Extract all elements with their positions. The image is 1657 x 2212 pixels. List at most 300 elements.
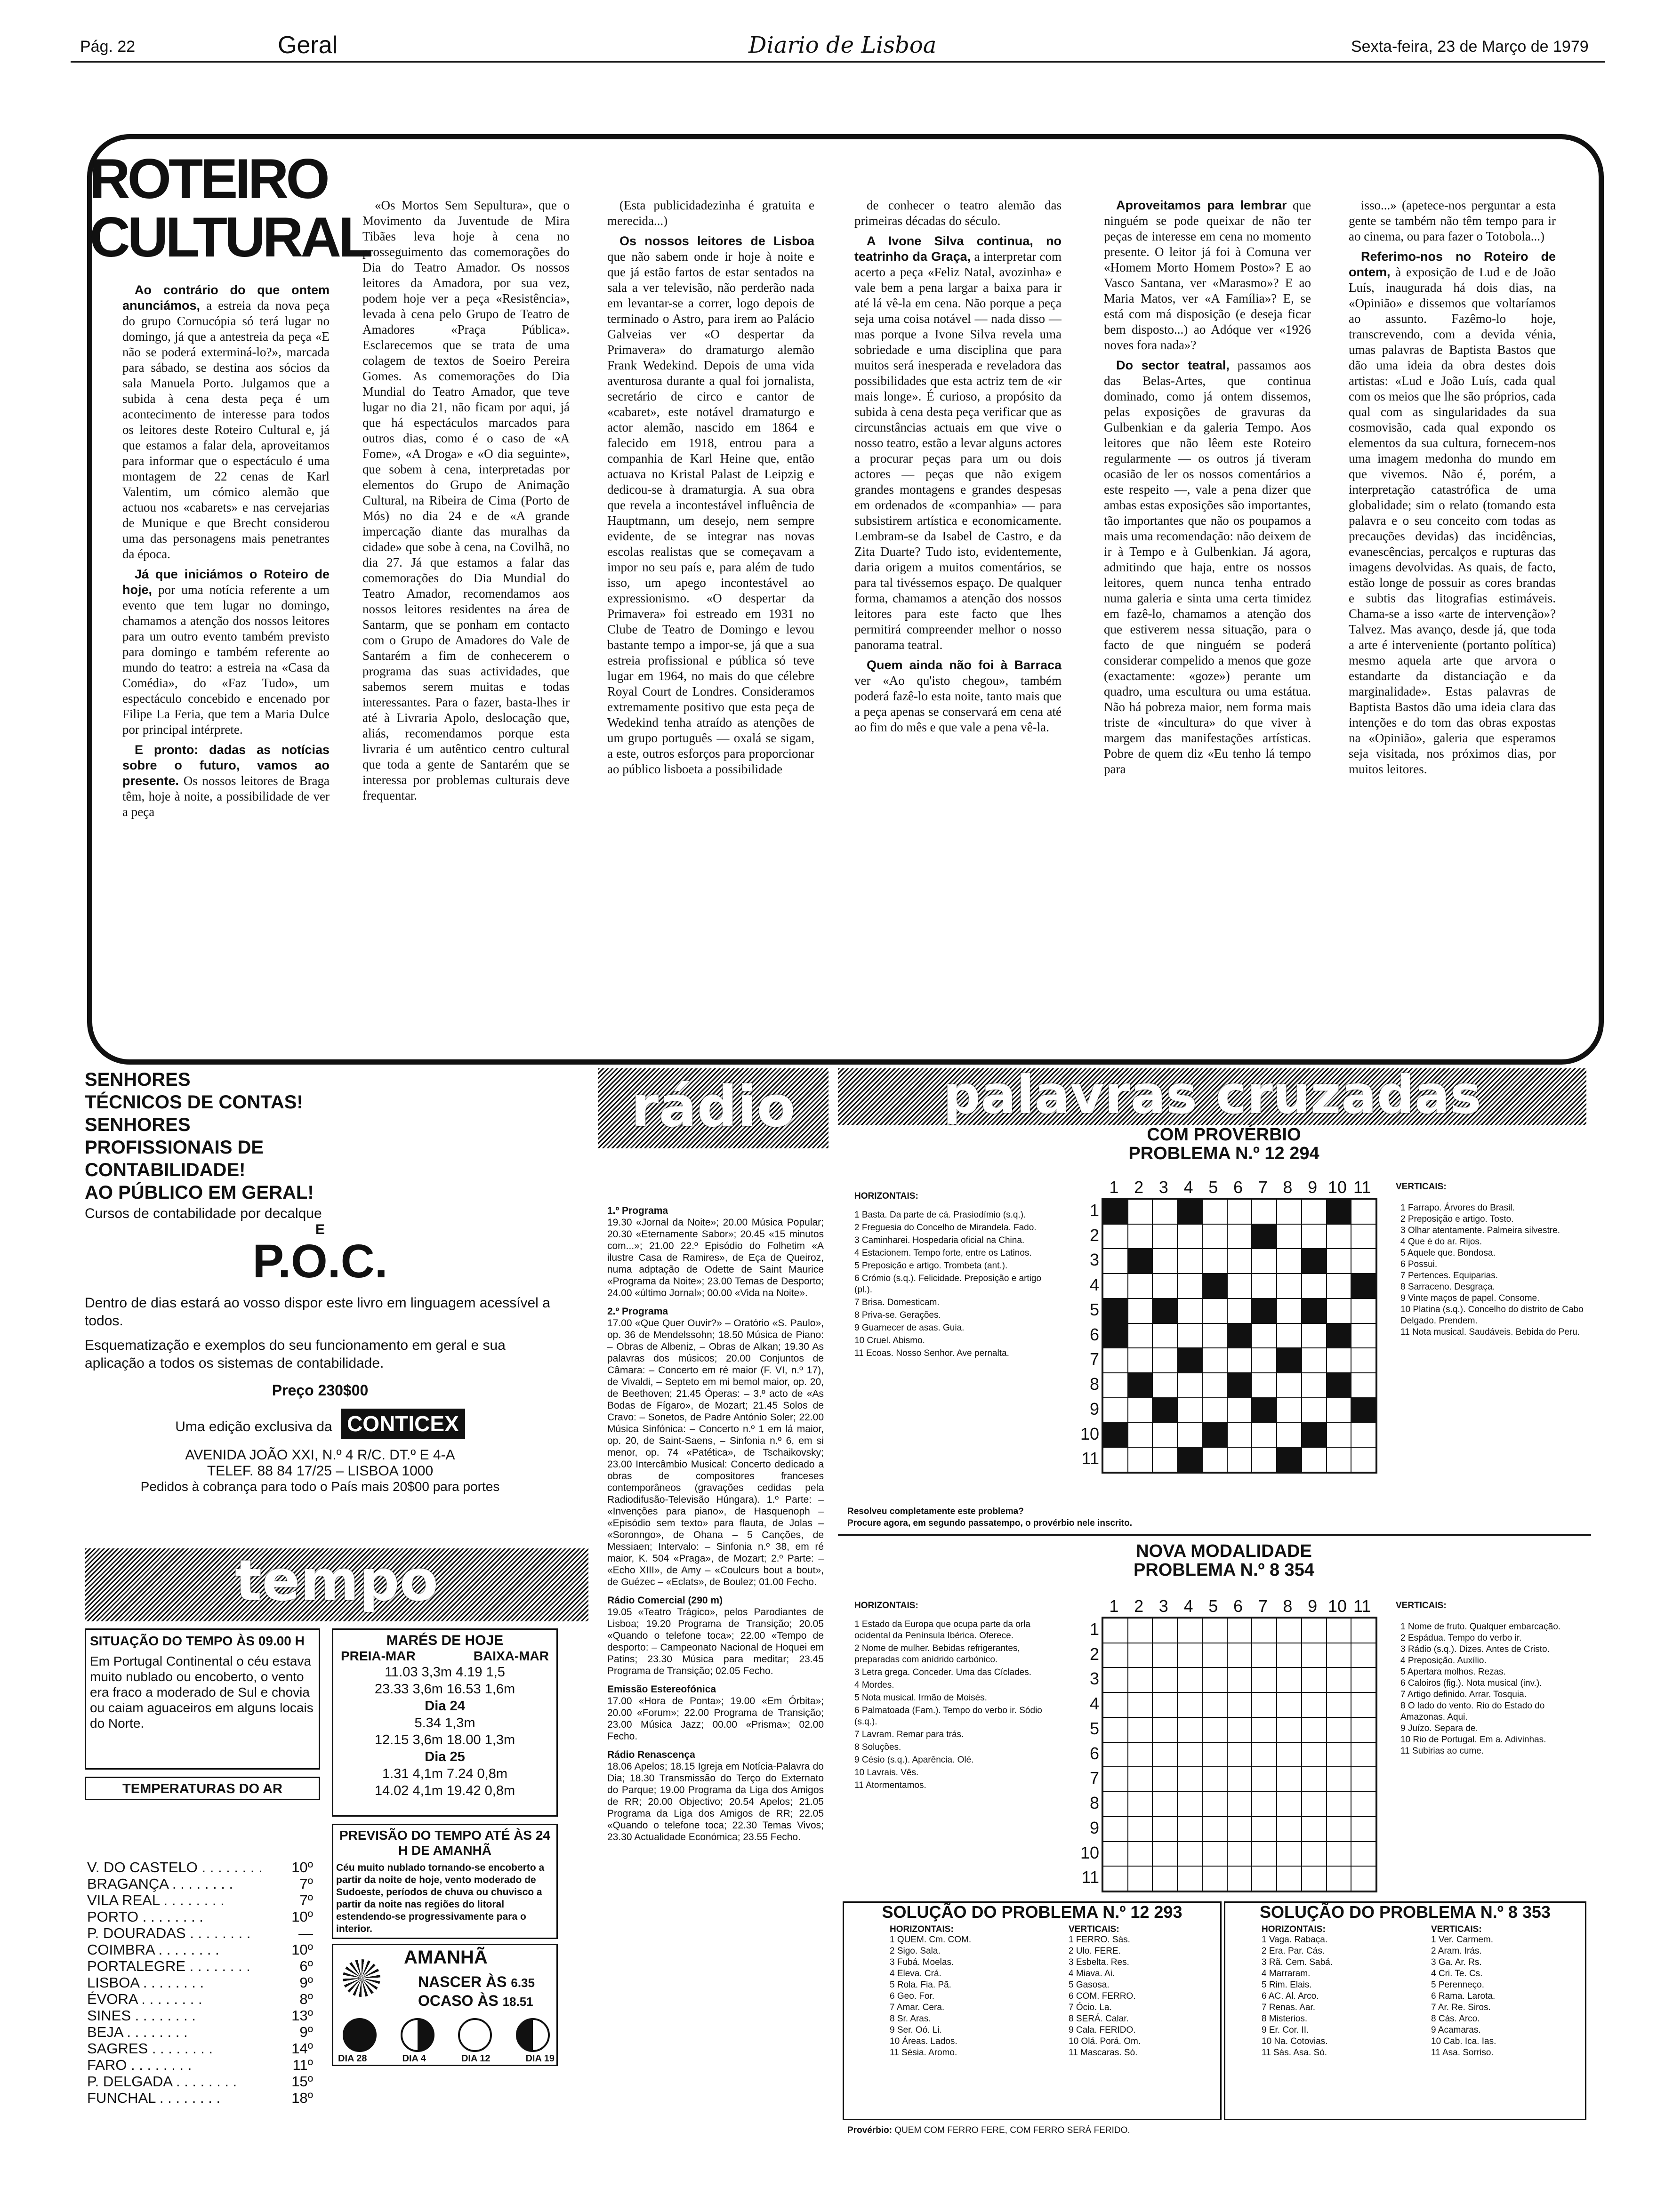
grid-cell[interactable] — [1351, 1298, 1376, 1323]
grid-cell[interactable] — [1202, 1373, 1227, 1398]
situacao-box — [85, 1628, 320, 1770]
grid-cell[interactable] — [1277, 1249, 1302, 1274]
p1-h-list — [854, 1210, 1047, 1361]
grid-cell[interactable] — [1128, 1717, 1153, 1742]
grid-cell[interactable] — [1351, 1792, 1376, 1817]
moon-full-icon — [458, 2018, 492, 2052]
grid-cell[interactable] — [1252, 1398, 1277, 1423]
grid-cell[interactable] — [1177, 1298, 1202, 1323]
grid-cell[interactable] — [1252, 1692, 1277, 1717]
grid-cell[interactable] — [1302, 1323, 1327, 1348]
grid-cell[interactable] — [1351, 1667, 1376, 1692]
grid-cell[interactable] — [1327, 1447, 1351, 1472]
grid-cell[interactable] — [1103, 1224, 1128, 1249]
grid-cell[interactable] — [1152, 1274, 1177, 1298]
grid-cell[interactable] — [1202, 1817, 1227, 1842]
grid-cell[interactable] — [1327, 1618, 1351, 1643]
grid-cell[interactable] — [1302, 1866, 1327, 1891]
grid-row-number: 5 — [1089, 1299, 1099, 1319]
grid-cell[interactable] — [1103, 1842, 1128, 1867]
clue: 1 FERRO. Sás. — [1069, 1935, 1130, 1945]
grid-cell[interactable] — [1128, 1398, 1153, 1423]
grid-cell[interactable] — [1277, 1792, 1302, 1817]
grid-cell[interactable] — [1152, 1398, 1177, 1423]
grid-cell[interactable] — [1128, 1274, 1153, 1298]
grid-cell[interactable] — [1202, 1717, 1227, 1742]
grid-cell[interactable] — [1202, 1692, 1227, 1717]
grid-cell[interactable] — [1351, 1398, 1376, 1423]
grid-cell[interactable] — [1177, 1323, 1202, 1348]
grid-cell[interactable] — [1152, 1842, 1177, 1867]
temperature-place: SAGRES . . . . . . . . — [87, 2040, 213, 2057]
grid-cell[interactable] — [1227, 1224, 1252, 1249]
grid-cell[interactable] — [1277, 1447, 1302, 1472]
grid-cell[interactable] — [1152, 1348, 1177, 1373]
grid-cell[interactable] — [1252, 1447, 1277, 1472]
grid-cell[interactable] — [1302, 1692, 1327, 1717]
grid-cell[interactable] — [1302, 1842, 1327, 1867]
grid-cell[interactable] — [1177, 1373, 1202, 1398]
grid-cell[interactable] — [1103, 1792, 1128, 1817]
grid-cell[interactable] — [1351, 1643, 1376, 1668]
grid-cell[interactable] — [1277, 1373, 1302, 1398]
section-name: Geral — [278, 32, 338, 59]
grid-cell[interactable] — [1103, 1866, 1128, 1891]
grid-cell[interactable] — [1128, 1348, 1153, 1373]
grid-cell[interactable] — [1351, 1866, 1376, 1891]
grid-cell[interactable] — [1152, 1447, 1177, 1472]
moon-day-1: DIA 28 — [338, 2053, 367, 2064]
paragraph-text: isso...» (apetece-nos perguntar a esta gente se também não têm tempo para ir ao cinema, ou para fazer o Totobola...) — [1349, 198, 1556, 243]
grid-cell[interactable] — [1252, 1199, 1277, 1224]
grid-cell[interactable] — [1252, 1373, 1277, 1398]
grid-cell[interactable] — [1152, 1373, 1177, 1398]
grid-cell[interactable] — [1152, 1792, 1177, 1817]
grid-cell[interactable] — [1351, 1323, 1376, 1348]
grid-cell[interactable] — [1103, 1323, 1128, 1348]
grid-cell[interactable] — [1277, 1842, 1302, 1867]
grid-cell[interactable] — [1327, 1792, 1351, 1817]
grid-cell[interactable] — [1128, 1618, 1153, 1643]
grid-cell[interactable] — [1252, 1423, 1277, 1448]
grid-cell[interactable] — [1152, 1742, 1177, 1767]
ad-edition-row — [85, 1409, 555, 1439]
grid-cell[interactable] — [1302, 1274, 1327, 1298]
grid-cell[interactable] — [1227, 1792, 1252, 1817]
grid-column-number: 6 — [1233, 1178, 1243, 1197]
grid-cell[interactable] — [1351, 1842, 1376, 1867]
grid-cell[interactable] — [1103, 1618, 1128, 1643]
grid-cell[interactable] — [1227, 1618, 1252, 1643]
grid-cell[interactable] — [1327, 1817, 1351, 1842]
grid-cell[interactable] — [1177, 1199, 1202, 1224]
grid-cell[interactable] — [1152, 1323, 1177, 1348]
temperature-value: 10º — [291, 1859, 313, 1875]
grid-cell[interactable] — [1302, 1667, 1327, 1692]
grid-cell[interactable] — [1277, 1667, 1302, 1692]
grid-cell[interactable] — [1252, 1742, 1277, 1767]
temperature-value: 9º — [299, 2024, 313, 2040]
grid-cell[interactable] — [1351, 1199, 1376, 1224]
temperature-row — [87, 2007, 313, 2024]
temperature-place: BRAGANÇA . . . . . . . . — [87, 1875, 233, 1892]
grid-cell[interactable] — [1302, 1817, 1327, 1842]
clue: 7 Amar. Cera. — [890, 2003, 945, 2012]
previsao-title: PREVISÃO DO TEMPO ATÉ ÀS 24 H DE AMANHÃ — [339, 1828, 551, 1858]
grid-cell[interactable] — [1252, 1866, 1277, 1891]
grid-cell[interactable] — [1202, 1742, 1227, 1767]
grid-cell[interactable] — [1128, 1692, 1153, 1717]
p1-title1: COM PROVÉRBIO — [1147, 1125, 1301, 1145]
grid-cell[interactable] — [1177, 1447, 1202, 1472]
grid-cell[interactable] — [1227, 1373, 1252, 1398]
grid-cell[interactable] — [1327, 1224, 1351, 1249]
grid-cell[interactable] — [1177, 1692, 1202, 1717]
grid-cell[interactable] — [1252, 1618, 1277, 1643]
grid-cell[interactable] — [1128, 1767, 1153, 1792]
grid-cell[interactable] — [1202, 1618, 1227, 1643]
mares-col-baixa: BAIXA-MAR — [473, 1649, 549, 1663]
grid-cell[interactable] — [1227, 1817, 1252, 1842]
grid-cell[interactable] — [1202, 1792, 1227, 1817]
grid-cell[interactable] — [1177, 1817, 1202, 1842]
grid-cell[interactable] — [1227, 1423, 1252, 1448]
grid-cell[interactable] — [1252, 1792, 1277, 1817]
grid-cell[interactable] — [1351, 1224, 1376, 1249]
grid-cell[interactable] — [1177, 1643, 1202, 1668]
grid-cell[interactable] — [1327, 1298, 1351, 1323]
grid-cell[interactable] — [1277, 1423, 1302, 1448]
grid-cell[interactable] — [1327, 1643, 1351, 1668]
grid-cell[interactable] — [1302, 1447, 1327, 1472]
grid-cell[interactable] — [1302, 1224, 1327, 1249]
grid-cell[interactable] — [1302, 1348, 1327, 1373]
sol2-v-list — [1431, 1934, 1572, 2059]
grid-cell[interactable] — [1227, 1842, 1252, 1867]
ad-headline: SENHORES — [85, 1069, 191, 1090]
grid-cell[interactable] — [1227, 1249, 1252, 1274]
grid-cell[interactable] — [1152, 1866, 1177, 1891]
grid-cell[interactable] — [1351, 1249, 1376, 1274]
temperature-row — [87, 1925, 313, 1941]
grid-cell[interactable] — [1202, 1398, 1227, 1423]
grid-cell[interactable] — [1327, 1767, 1351, 1792]
grid-cell[interactable] — [1252, 1274, 1277, 1298]
grid-cell[interactable] — [1177, 1717, 1202, 1742]
grid-cell[interactable] — [1351, 1373, 1376, 1398]
ad-sub: Cursos de contabilidade por decalque — [85, 1206, 322, 1221]
grid-cell[interactable] — [1177, 1348, 1202, 1373]
grid-cell[interactable] — [1128, 1742, 1153, 1767]
moon-phases — [343, 2018, 550, 2052]
clue: 9 Césio (s.q.). Aparência. Olé. — [854, 1755, 974, 1765]
grid-cell[interactable] — [1152, 1667, 1177, 1692]
grid-cell[interactable] — [1152, 1717, 1177, 1742]
proverb-text: QUEM COM FERRO FERE, COM FERRO SERÁ FERIDO. — [892, 2125, 1130, 2135]
grid-cell[interactable] — [1202, 1348, 1227, 1373]
grid-cell[interactable] — [1351, 1423, 1376, 1448]
temperature-place: SINES . . . . . . . . — [87, 2007, 196, 2024]
grid-cell[interactable] — [1252, 1249, 1277, 1274]
grid-cell[interactable] — [1252, 1323, 1277, 1348]
p2-grid — [1102, 1617, 1377, 1892]
grid-cell[interactable] — [1252, 1767, 1277, 1792]
grid-cell[interactable] — [1277, 1298, 1302, 1323]
grid-cell[interactable] — [1277, 1692, 1302, 1717]
temperature-place: LISBOA . . . . . . . . — [87, 1974, 204, 1991]
paragraph-lead: Ao contrário do que ontem anunciámos, — [122, 283, 330, 313]
grid-cell[interactable] — [1227, 1717, 1252, 1742]
grid-cell[interactable] — [1302, 1618, 1327, 1643]
sol1-title: SOLUÇÃO DO PROBLEMA N.º 12 293 — [882, 1902, 1182, 1922]
temperature-value: 11º — [292, 2057, 313, 2073]
grid-cell[interactable] — [1302, 1199, 1327, 1224]
grid-cell[interactable] — [1302, 1742, 1327, 1767]
grid-cell[interactable] — [1202, 1224, 1227, 1249]
grid-cell[interactable] — [1302, 1249, 1327, 1274]
grid-cell[interactable] — [1351, 1618, 1376, 1643]
grid-cell[interactable] — [1152, 1618, 1177, 1643]
grid-cell[interactable] — [1128, 1224, 1153, 1249]
grid-column-number: 11 — [1353, 1596, 1371, 1616]
grid-cell[interactable] — [1128, 1792, 1153, 1817]
p1-row-numbers — [1071, 1198, 1099, 1471]
mares-row: 12.15 3,6m 18.00 1,3m — [374, 1732, 515, 1747]
grid-cell[interactable] — [1103, 1692, 1128, 1717]
grid-cell[interactable] — [1103, 1817, 1128, 1842]
grid-cell[interactable] — [1128, 1323, 1153, 1348]
grid-cell[interactable] — [1103, 1274, 1128, 1298]
grid-cell[interactable] — [1177, 1767, 1202, 1792]
grid-cell[interactable] — [1252, 1224, 1277, 1249]
grid-cell[interactable] — [1302, 1767, 1327, 1792]
grid-cell[interactable] — [1152, 1767, 1177, 1792]
grid-cell[interactable] — [1227, 1398, 1252, 1423]
grid-cell[interactable] — [1252, 1817, 1277, 1842]
grid-cell[interactable] — [1351, 1348, 1376, 1373]
grid-cell[interactable] — [1128, 1249, 1153, 1274]
grid-cell[interactable] — [1302, 1717, 1327, 1742]
grid-row-number: 5 — [1089, 1718, 1099, 1738]
temperature-place: P. DOURADAS . . . . . . . . — [87, 1925, 251, 1941]
grid-cell[interactable] — [1227, 1274, 1252, 1298]
grid-cell[interactable] — [1252, 1643, 1277, 1668]
grid-cell[interactable] — [1302, 1298, 1327, 1323]
grid-cell[interactable] — [1327, 1742, 1351, 1767]
grid-cell[interactable] — [1103, 1643, 1128, 1668]
grid-cell[interactable] — [1351, 1767, 1376, 1792]
grid-cell[interactable] — [1177, 1398, 1202, 1423]
grid-cell[interactable] — [1277, 1767, 1302, 1792]
roteiro-paragraph — [607, 233, 814, 777]
grid-cell[interactable] — [1177, 1792, 1202, 1817]
grid-cell[interactable] — [1327, 1249, 1351, 1274]
grid-cell[interactable] — [1277, 1643, 1302, 1668]
grid-cell[interactable] — [1177, 1866, 1202, 1891]
grid-cell[interactable] — [1227, 1298, 1252, 1323]
grid-cell[interactable] — [1103, 1717, 1128, 1742]
grid-cell[interactable] — [1103, 1423, 1128, 1448]
temperature-row — [87, 1974, 313, 1991]
grid-cell[interactable] — [1103, 1398, 1128, 1423]
grid-cell[interactable] — [1327, 1398, 1351, 1423]
grid-cell[interactable] — [1177, 1224, 1202, 1249]
grid-cell[interactable] — [1327, 1717, 1351, 1742]
grid-cell[interactable] — [1227, 1643, 1252, 1668]
grid-cell[interactable] — [1202, 1447, 1227, 1472]
grid-cell[interactable] — [1277, 1323, 1302, 1348]
grid-cell[interactable] — [1351, 1447, 1376, 1472]
grid-cell[interactable] — [1177, 1618, 1202, 1643]
clue: 10 Olá. Porá. Om. — [1069, 2036, 1141, 2046]
grid-cell[interactable] — [1277, 1717, 1302, 1742]
grid-cell[interactable] — [1277, 1274, 1302, 1298]
grid-cell[interactable] — [1152, 1249, 1177, 1274]
grid-cell[interactable] — [1302, 1643, 1327, 1668]
grid-cell[interactable] — [1202, 1249, 1227, 1274]
grid-cell[interactable] — [1202, 1643, 1227, 1668]
grid-cell[interactable] — [1351, 1717, 1376, 1742]
grid-cell[interactable] — [1252, 1667, 1277, 1692]
grid-cell[interactable] — [1202, 1274, 1227, 1298]
grid-cell[interactable] — [1128, 1447, 1153, 1472]
clue: 4 Mordes. — [854, 1680, 894, 1690]
grid-cell[interactable] — [1128, 1373, 1153, 1398]
grid-cell[interactable] — [1351, 1274, 1376, 1298]
grid-cell[interactable] — [1103, 1249, 1128, 1274]
grid-cell[interactable] — [1277, 1618, 1302, 1643]
grid-cell[interactable] — [1252, 1298, 1277, 1323]
grid-cell[interactable] — [1202, 1767, 1227, 1792]
grid-cell[interactable] — [1177, 1249, 1202, 1274]
grid-cell[interactable] — [1128, 1817, 1153, 1842]
grid-cell[interactable] — [1252, 1348, 1277, 1373]
grid-cell[interactable] — [1277, 1742, 1302, 1767]
grid-cell[interactable] — [1227, 1667, 1252, 1692]
grid-cell[interactable] — [1152, 1199, 1177, 1224]
situacao-title: SITUAÇÃO DO TEMPO ÀS 09.00 H — [90, 1634, 305, 1648]
grid-cell[interactable] — [1327, 1274, 1351, 1298]
grid-cell[interactable] — [1327, 1667, 1351, 1692]
nascer-label: NASCER ÀS — [418, 1973, 507, 1990]
grid-cell[interactable] — [1277, 1199, 1302, 1224]
ad-headline: PROFISSIONAIS DE — [85, 1137, 264, 1158]
grid-cell[interactable] — [1103, 1348, 1128, 1373]
grid-cell[interactable] — [1327, 1348, 1351, 1373]
grid-cell[interactable] — [1227, 1767, 1252, 1792]
grid-cell[interactable] — [1128, 1866, 1153, 1891]
grid-cell[interactable] — [1152, 1817, 1177, 1842]
grid-cell[interactable] — [1327, 1423, 1351, 1448]
grid-cell[interactable] — [1302, 1373, 1327, 1398]
grid-cell[interactable] — [1351, 1692, 1376, 1717]
grid-cell[interactable] — [1152, 1423, 1177, 1448]
grid-cell[interactable] — [1103, 1373, 1128, 1398]
grid-cell[interactable] — [1202, 1323, 1227, 1348]
grid-cell[interactable] — [1177, 1274, 1202, 1298]
grid-cell[interactable] — [1177, 1667, 1202, 1692]
grid-cell[interactable] — [1177, 1742, 1202, 1767]
temperature-row — [87, 1892, 313, 1908]
grid-cell[interactable] — [1202, 1842, 1227, 1867]
grid-cell[interactable] — [1302, 1792, 1327, 1817]
grid-cell[interactable] — [1277, 1817, 1302, 1842]
grid-cell[interactable] — [1327, 1373, 1351, 1398]
grid-cell[interactable] — [1202, 1667, 1227, 1692]
grid-cell[interactable] — [1327, 1199, 1351, 1224]
grid-cell[interactable] — [1152, 1224, 1177, 1249]
grid-cell[interactable] — [1128, 1667, 1153, 1692]
grid-cell[interactable] — [1128, 1298, 1153, 1323]
grid-cell[interactable] — [1327, 1323, 1351, 1348]
grid-cell[interactable] — [1128, 1199, 1153, 1224]
grid-cell[interactable] — [1177, 1423, 1202, 1448]
grid-cell[interactable] — [1351, 1742, 1376, 1767]
ad-price: Preço 230$00 — [272, 1382, 369, 1399]
grid-cell[interactable] — [1277, 1348, 1302, 1373]
clue: 3 Letra grega. Conceder. Uma das Cíclades. — [854, 1667, 1031, 1677]
grid-cell[interactable] — [1277, 1224, 1302, 1249]
roteiro-paragraph — [1104, 198, 1311, 353]
grid-column-number: 9 — [1308, 1596, 1318, 1616]
grid-cell[interactable] — [1227, 1199, 1252, 1224]
grid-cell[interactable] — [1277, 1398, 1302, 1423]
temperature-row — [87, 2057, 313, 2073]
grid-cell[interactable] — [1351, 1817, 1376, 1842]
grid-cell[interactable] — [1327, 1842, 1351, 1867]
grid-cell[interactable] — [1327, 1692, 1351, 1717]
moon-days — [338, 2053, 555, 2064]
grid-cell[interactable] — [1177, 1842, 1202, 1867]
grid-cell[interactable] — [1227, 1348, 1252, 1373]
grid-cell[interactable] — [1103, 1667, 1128, 1692]
mares-title: MARÉS DE HOJE — [386, 1633, 504, 1648]
grid-cell[interactable] — [1227, 1323, 1252, 1348]
crossword-divider — [838, 1534, 1591, 1536]
grid-cell[interactable] — [1227, 1692, 1252, 1717]
grid-cell[interactable] — [1227, 1447, 1252, 1472]
grid-cell[interactable] — [1302, 1398, 1327, 1423]
grid-cell[interactable] — [1327, 1866, 1351, 1891]
previsao-box — [332, 1824, 558, 1939]
temperature-row — [87, 2040, 313, 2057]
grid-cell[interactable] — [1128, 1643, 1153, 1668]
grid-cell[interactable] — [1128, 1423, 1153, 1448]
clue: 3 Ga. Ar. Rs. — [1431, 1957, 1482, 1967]
grid-cell[interactable] — [1202, 1866, 1227, 1891]
grid-cell[interactable] — [1103, 1447, 1128, 1472]
mares-row: Dia 25 — [425, 1749, 465, 1764]
grid-cell[interactable] — [1202, 1423, 1227, 1448]
grid-cell[interactable] — [1152, 1298, 1177, 1323]
grid-cell[interactable] — [1252, 1842, 1277, 1867]
grid-cell[interactable] — [1227, 1866, 1252, 1891]
grid-cell[interactable] — [1202, 1199, 1227, 1224]
grid-cell[interactable] — [1277, 1866, 1302, 1891]
grid-cell[interactable] — [1202, 1298, 1227, 1323]
grid-cell[interactable] — [1227, 1742, 1252, 1767]
grid-cell[interactable] — [1128, 1842, 1153, 1867]
grid-cell[interactable] — [1103, 1742, 1128, 1767]
grid-cell[interactable] — [1252, 1717, 1277, 1742]
grid-cell[interactable] — [1302, 1423, 1327, 1448]
temperature-row — [87, 1941, 313, 1958]
grid-cell[interactable] — [1152, 1643, 1177, 1668]
grid-cell[interactable] — [1103, 1298, 1128, 1323]
grid-cell[interactable] — [1152, 1692, 1177, 1717]
grid-cell[interactable] — [1103, 1199, 1128, 1224]
grid-cell[interactable] — [1103, 1767, 1128, 1792]
